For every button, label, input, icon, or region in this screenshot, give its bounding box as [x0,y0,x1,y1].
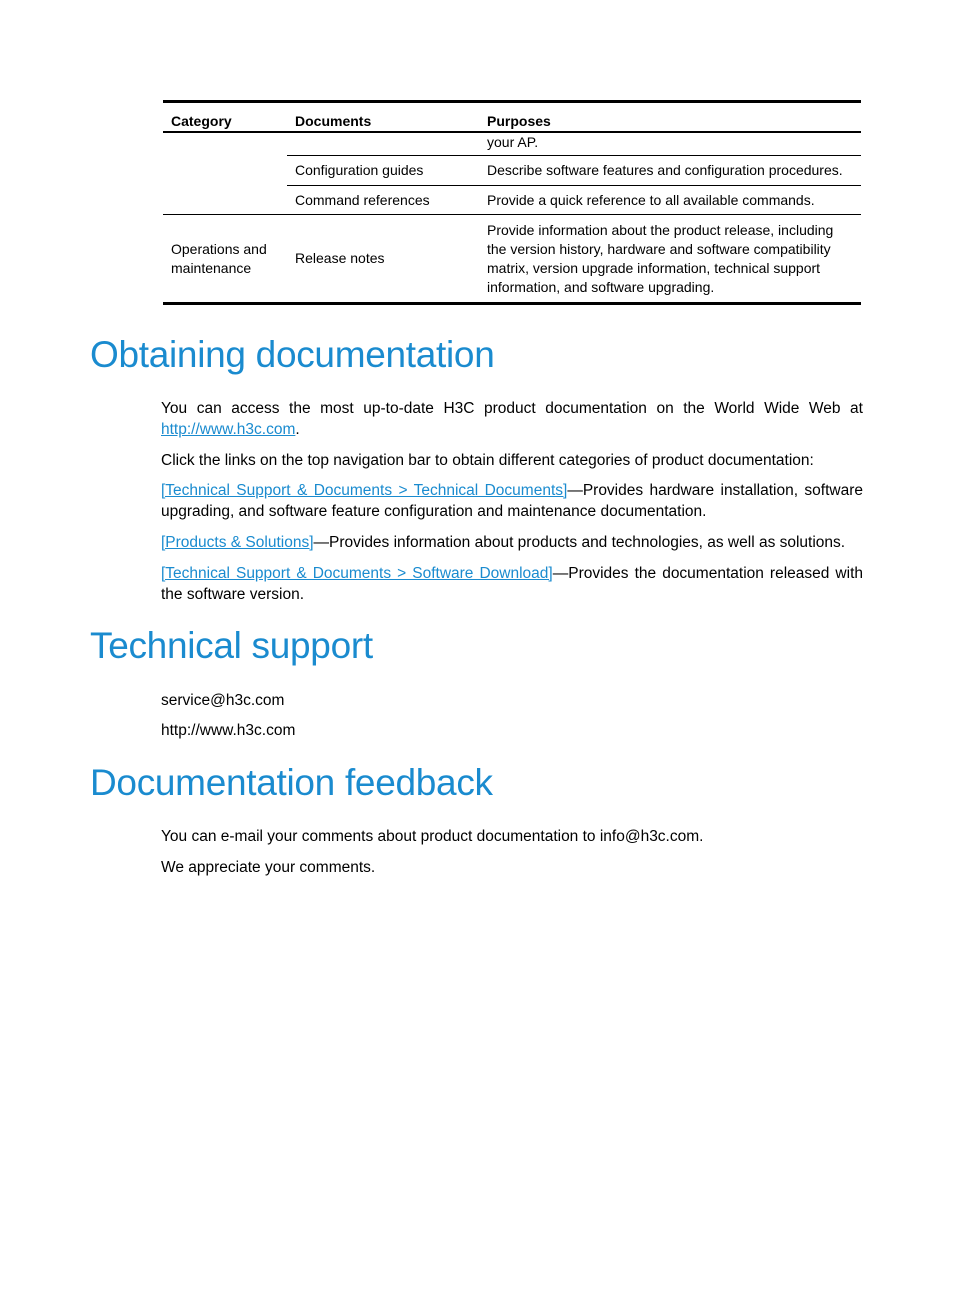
purpose-cell: your AP. [487,134,539,150]
technical-documents-description: —Provides hardware installation, software upgrading, and software feature configuration and maintenance documentation. [161,482,863,520]
category-cell [163,186,287,215]
document-cell: Command references [287,186,479,215]
purpose-line: Provide information about the product release, including [487,221,834,238]
products-solutions-link[interactable]: [Products & Solutions] [161,534,314,551]
obtaining-p1-text: You can access the most up-to-date H3C product documentation on the World Wide Web at [161,400,863,417]
document-cell [287,132,479,156]
obtaining-paragraph-2: Click the links on the top navigation bar to obtain different categories of product documentation: [161,452,814,469]
header-documents: Documents [295,113,372,129]
document-cell: Configuration guides [287,156,479,186]
category-line: maintenance [171,259,252,276]
obtaining-paragraph-5 [161,563,863,605]
h3c-website-link[interactable]: http://www.h3c.com [161,421,296,438]
table-row [163,132,861,156]
obtaining-documentation-heading: Obtaining documentation [90,334,495,375]
category-cell [163,156,287,186]
technical-support-heading: Technical support [90,625,373,666]
table-row [163,156,861,186]
purpose-cell: Provide a quick reference to all available commands. [479,186,861,215]
purpose-line: matrix, version upgrade information, technical support [487,259,821,276]
purpose-cell: Describe software features and configuration procedures. [479,156,861,186]
obtaining-paragraph-3 [161,480,863,522]
obtaining-paragraph-4 [161,532,863,553]
header-category: Category [171,113,232,129]
document-cell: Release notes [287,215,479,304]
header-purposes: Purposes [487,113,551,129]
obtaining-paragraph-1 [161,398,863,440]
technical-documents-link[interactable]: [Technical Support & Documents > Technical Documents] [161,482,568,499]
obtaining-p1-end: . [295,421,300,438]
documentation-feedback-heading: Documentation feedback [90,762,493,803]
support-email: service@h3c.com [161,692,285,709]
purpose-line: the version history, hardware and software compatibility [487,240,831,257]
documentation-set-table [163,100,861,305]
table-row [163,215,861,304]
table-header-row [163,102,861,133]
software-download-description: —Provides the documentation released with the software version. [161,565,864,603]
software-download-link[interactable]: [Technical Support & Documents > Software Download] [161,565,553,582]
category-cell [163,215,287,304]
category-cell [163,132,287,156]
category-line: Operations and [171,240,267,257]
support-website: http://www.h3c.com [161,722,296,739]
purpose-cell [479,215,861,304]
purpose-line: information, and software upgrading. [487,278,715,295]
feedback-paragraph-2: We appreciate your comments. [161,859,376,876]
products-solutions-description: —Provides information about products and technologies, as well as solutions. [313,534,846,551]
table-row [163,186,861,215]
feedback-paragraph-1: You can e-mail your comments about product documentation to info@h3c.com. [161,828,704,845]
